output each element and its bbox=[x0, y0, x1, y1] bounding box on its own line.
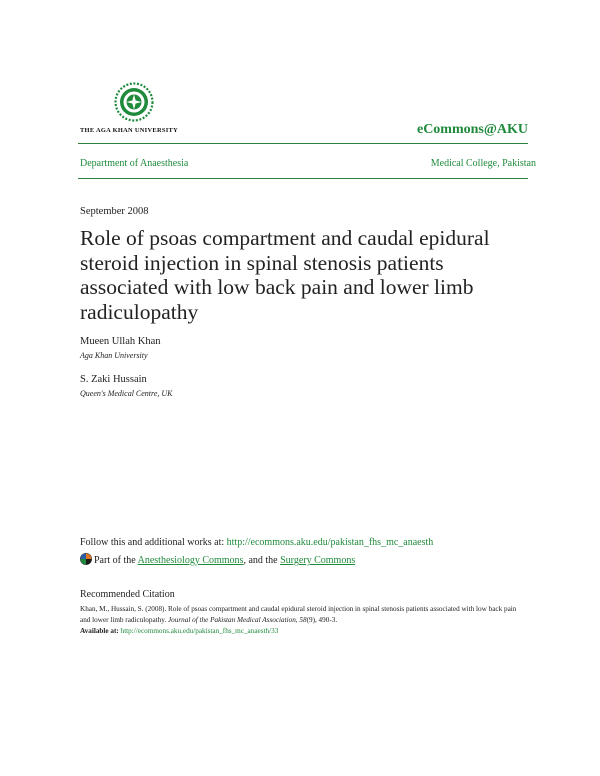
subheader-divider bbox=[78, 178, 528, 179]
recommended-citation-heading: Recommended Citation bbox=[80, 589, 175, 600]
citation-url-link[interactable]: http://ecommons.aku.edu/pakistan_fhs_mc_anaesth/33 bbox=[120, 627, 279, 635]
logo-text: THE AGA KHAN UNIVERSITY bbox=[80, 127, 178, 134]
author-name: Mueen Ullah Khan bbox=[80, 336, 161, 347]
follow-line bbox=[80, 537, 433, 548]
citation-journal: Journal of the Pakistan Medical Association, 58 bbox=[167, 616, 307, 624]
collection-link[interactable]: http://ecommons.aku.edu/pakistan_fhs_mc_anaesth bbox=[226, 537, 434, 548]
citation-tail: (9), 490-3. bbox=[306, 616, 338, 624]
college-link[interactable]: Medical College, Pakistan bbox=[430, 158, 536, 169]
available-at-label: Available at: bbox=[80, 627, 121, 635]
author-name: S. Zaki Hussain bbox=[80, 374, 147, 385]
part-mid: , and the bbox=[243, 555, 281, 566]
part-prefix: Part of the bbox=[94, 555, 138, 566]
university-logo bbox=[80, 82, 190, 138]
header-divider bbox=[78, 143, 528, 144]
anesthesiology-commons-link[interactable]: Anesthesiology Commons bbox=[137, 555, 244, 566]
article-title: Role of psoas compartment and caudal epidural steroid injection in spinal stenosis patients associated with low back pain and lower limb radiculopathy bbox=[80, 226, 490, 324]
author-affiliation: Aga Khan University bbox=[80, 351, 148, 360]
aga-khan-seal-icon bbox=[114, 82, 154, 122]
citation-body: Khan, M., Hussain, S. (2008). Role of psoas compartment and caudal epidural steroid injection in spinal stenosis patients associated with low back pain and lower limb radiculopathy. bbox=[80, 605, 517, 624]
follow-prefix: Follow this and additional works at: bbox=[80, 537, 227, 548]
publication-date: September 2008 bbox=[80, 206, 149, 217]
bepress-network-icon bbox=[80, 553, 92, 565]
citation-text bbox=[80, 604, 520, 637]
part-of-line bbox=[80, 553, 355, 566]
surgery-commons-link[interactable]: Surgery Commons bbox=[280, 555, 356, 566]
department-link[interactable]: Department of Anaesthesia bbox=[80, 158, 189, 169]
ecommons-brand-link[interactable]: eCommons@AKU bbox=[416, 122, 528, 137]
author-affiliation: Queen's Medical Centre, UK bbox=[80, 389, 173, 398]
